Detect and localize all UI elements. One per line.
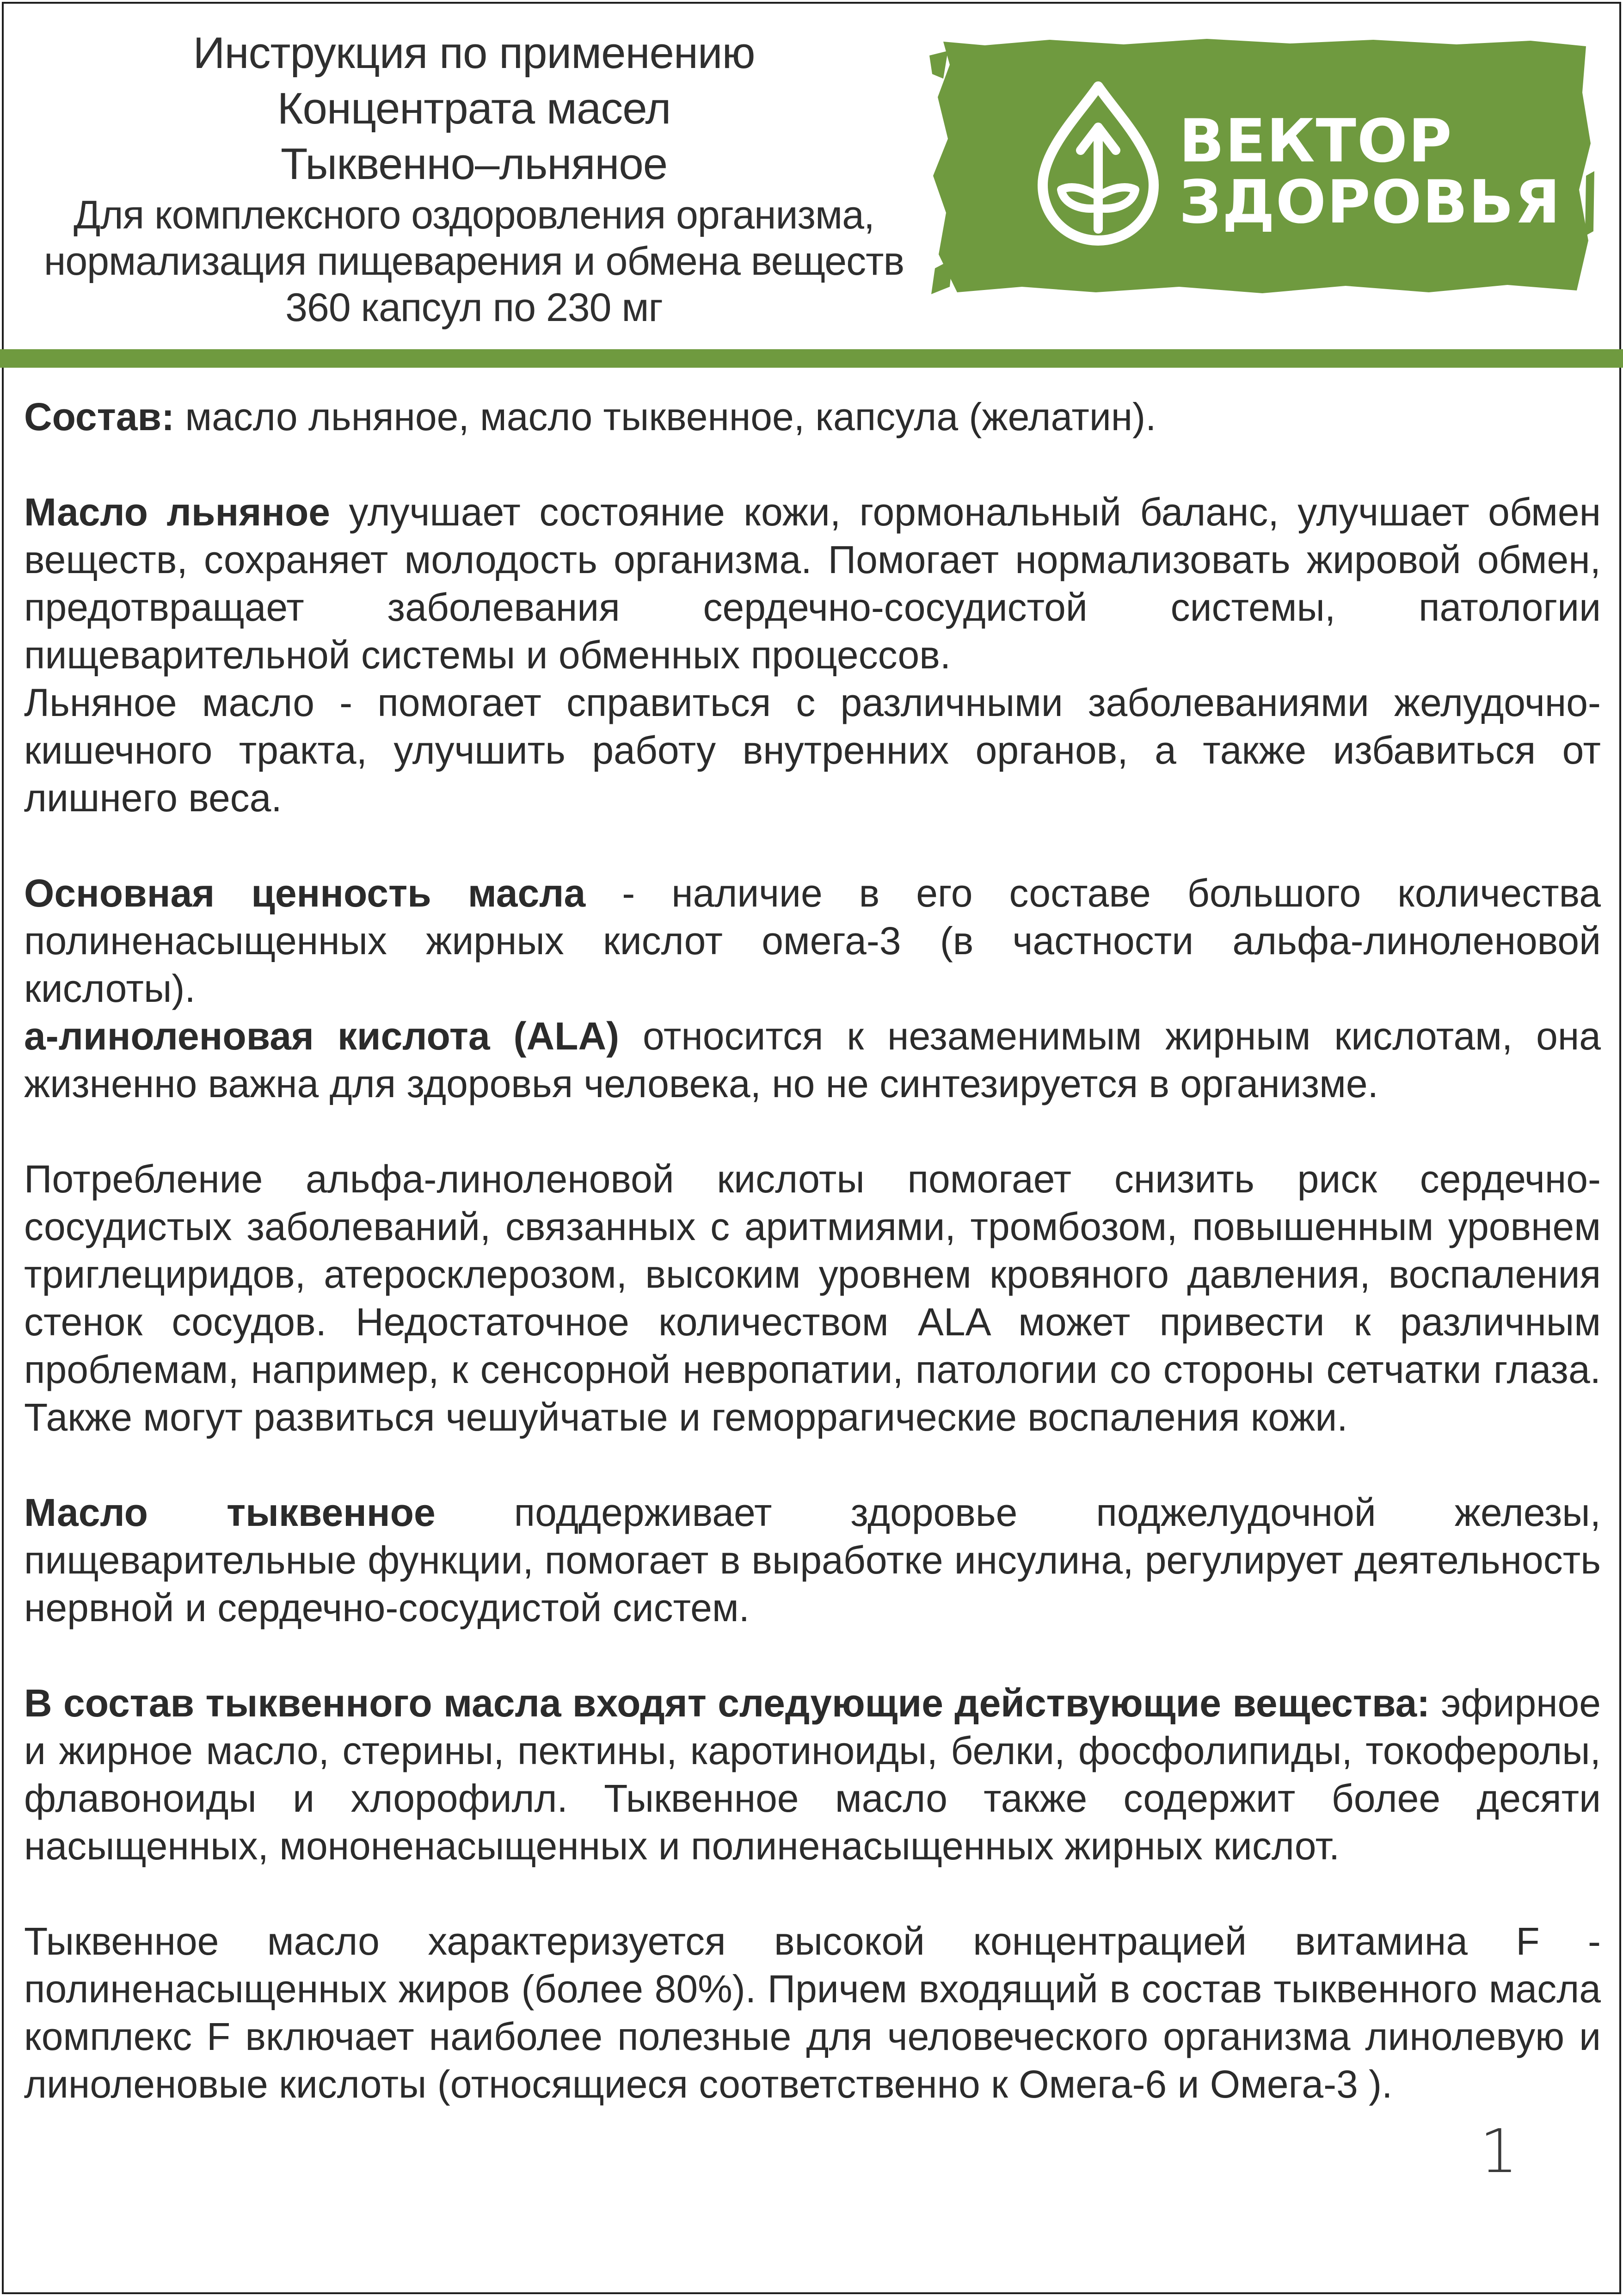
subtitle-line-3: 360 капсул по 230 мг (285, 285, 663, 330)
pumpkin-oil-substances-text: эфирное и жирное масло, стерины, пектины, каротиноиды, белки, фосфолипиды, токоферолы, флавоноиды и хлорофилл. Тыквенное масло также содержит более десяти насыщенных, мононенасыщенных и полиненасыщенных жирных кислот. (24, 1681, 1601, 1868)
page-number: 1 (1480, 2116, 1518, 2186)
leaf-drop-arrow-icon (1029, 81, 1168, 247)
composition-paragraph (24, 393, 1601, 441)
brand-logo (929, 37, 1595, 296)
ala-paragraph (24, 1012, 1601, 1108)
pumpkin-oil-paragraph (24, 1489, 1601, 1632)
brand-name-line-1: ВЕКТОР (1179, 107, 1453, 176)
pumpkin-oil-substances-paragraph (24, 1679, 1601, 1870)
brand-name (1179, 107, 1562, 237)
ala-label: а-линоленовая кислота (ALA) (24, 1014, 620, 1058)
vitamin-f-paragraph: Тыквенное масло характеризуется высокой концентрацией витамина F - полиненасыщенных жиров (более 80%). Причем входящий в состав тыквенного масла комплекс F включает наиболее полезные для человеческого организма линолевую и линоленовые кислоты (относящиеся соответственно к Омега-6 и Омега-3 ). (24, 1920, 1601, 2106)
title-line-3: Тыквенно–льняное (280, 139, 668, 189)
ala-text: относится к незаменимым жирным кислотам, она жизненно важна для здоровья человека, но не синтезируется в организме. (24, 1014, 1601, 1105)
flax-oil-digestive-paragraph: Льняное масло - помогает справиться с различными заболеваниями желудочно-кишечного тракта, улучшить работу внутренних органов, а также избавиться от лишнего веса. (24, 681, 1601, 820)
flax-oil-paragraph (24, 488, 1601, 679)
subtitle-line-1: Для комплексного оздоровления организма, (74, 193, 874, 237)
oil-value-paragraph (24, 870, 1601, 1012)
pumpkin-oil-text: поддерживает здоровье поджелудочной железы, пищеварительные функции, помогает в выработке инсулина, регулирует деятельность нервной и сердечно-сосудистой систем. (24, 1491, 1601, 1629)
subtitle-line-2: нормализация пищеварения и обмена веществ (43, 239, 904, 284)
header-text-block (9, 25, 939, 331)
ala-consumption-paragraph: Потребление альфа-линоленовой кислоты помогает снизить риск сердечно-сосудистых заболеваний, связанных с аритмиями, тромбозом, повышенным уровнем триглециридов, атеросклерозом, высоким уровнем кровяного давления, воспаления стенок сосудов. Недостаточное количеством ALA может привести к различным проблемам, например, к сенсорной невропатии, патологии со стороны сетчатки глаза. Также могут развиться чешуйчатые и геморрагические воспаления кожи. (24, 1157, 1601, 1439)
pumpkin-oil-substances-label: В состав тыквенного масла входят следующие действующие вещества: (24, 1681, 1430, 1725)
title-line-1: Инструкция по применению (193, 28, 755, 78)
flax-oil-label: Масло льняное (24, 490, 330, 534)
oil-value-text: - наличие в его составе большого количества полиненасыщенных жирных кислот омега-3 (в частности альфа-линоленовой кислоты). (24, 871, 1601, 1010)
header (0, 0, 1623, 347)
flax-oil-text: улучшает состояние кожи, гормональный баланс, улучшает обмен веществ, сохраняет молодость организма. Помогает нормализовать жировой обмен, предотвращает заболевания сердечно-сосудистой системы, патологии пищеварительной системы и обменных процессов. (24, 490, 1601, 677)
title-line-2: Концентрата масел (277, 84, 671, 133)
oil-value-label: Основная ценность масла (24, 871, 586, 915)
composition-label: Состав: (24, 395, 175, 438)
pumpkin-oil-label: Масло тыквенное (24, 1491, 436, 1534)
brand-name-line-2: ЗДОРОВЬЯ (1179, 168, 1562, 237)
composition-text: масло льняное, масло тыквенное, капсула (желатин). (174, 395, 1156, 438)
instruction-body (24, 393, 1601, 2108)
header-divider-bar (0, 349, 1623, 368)
